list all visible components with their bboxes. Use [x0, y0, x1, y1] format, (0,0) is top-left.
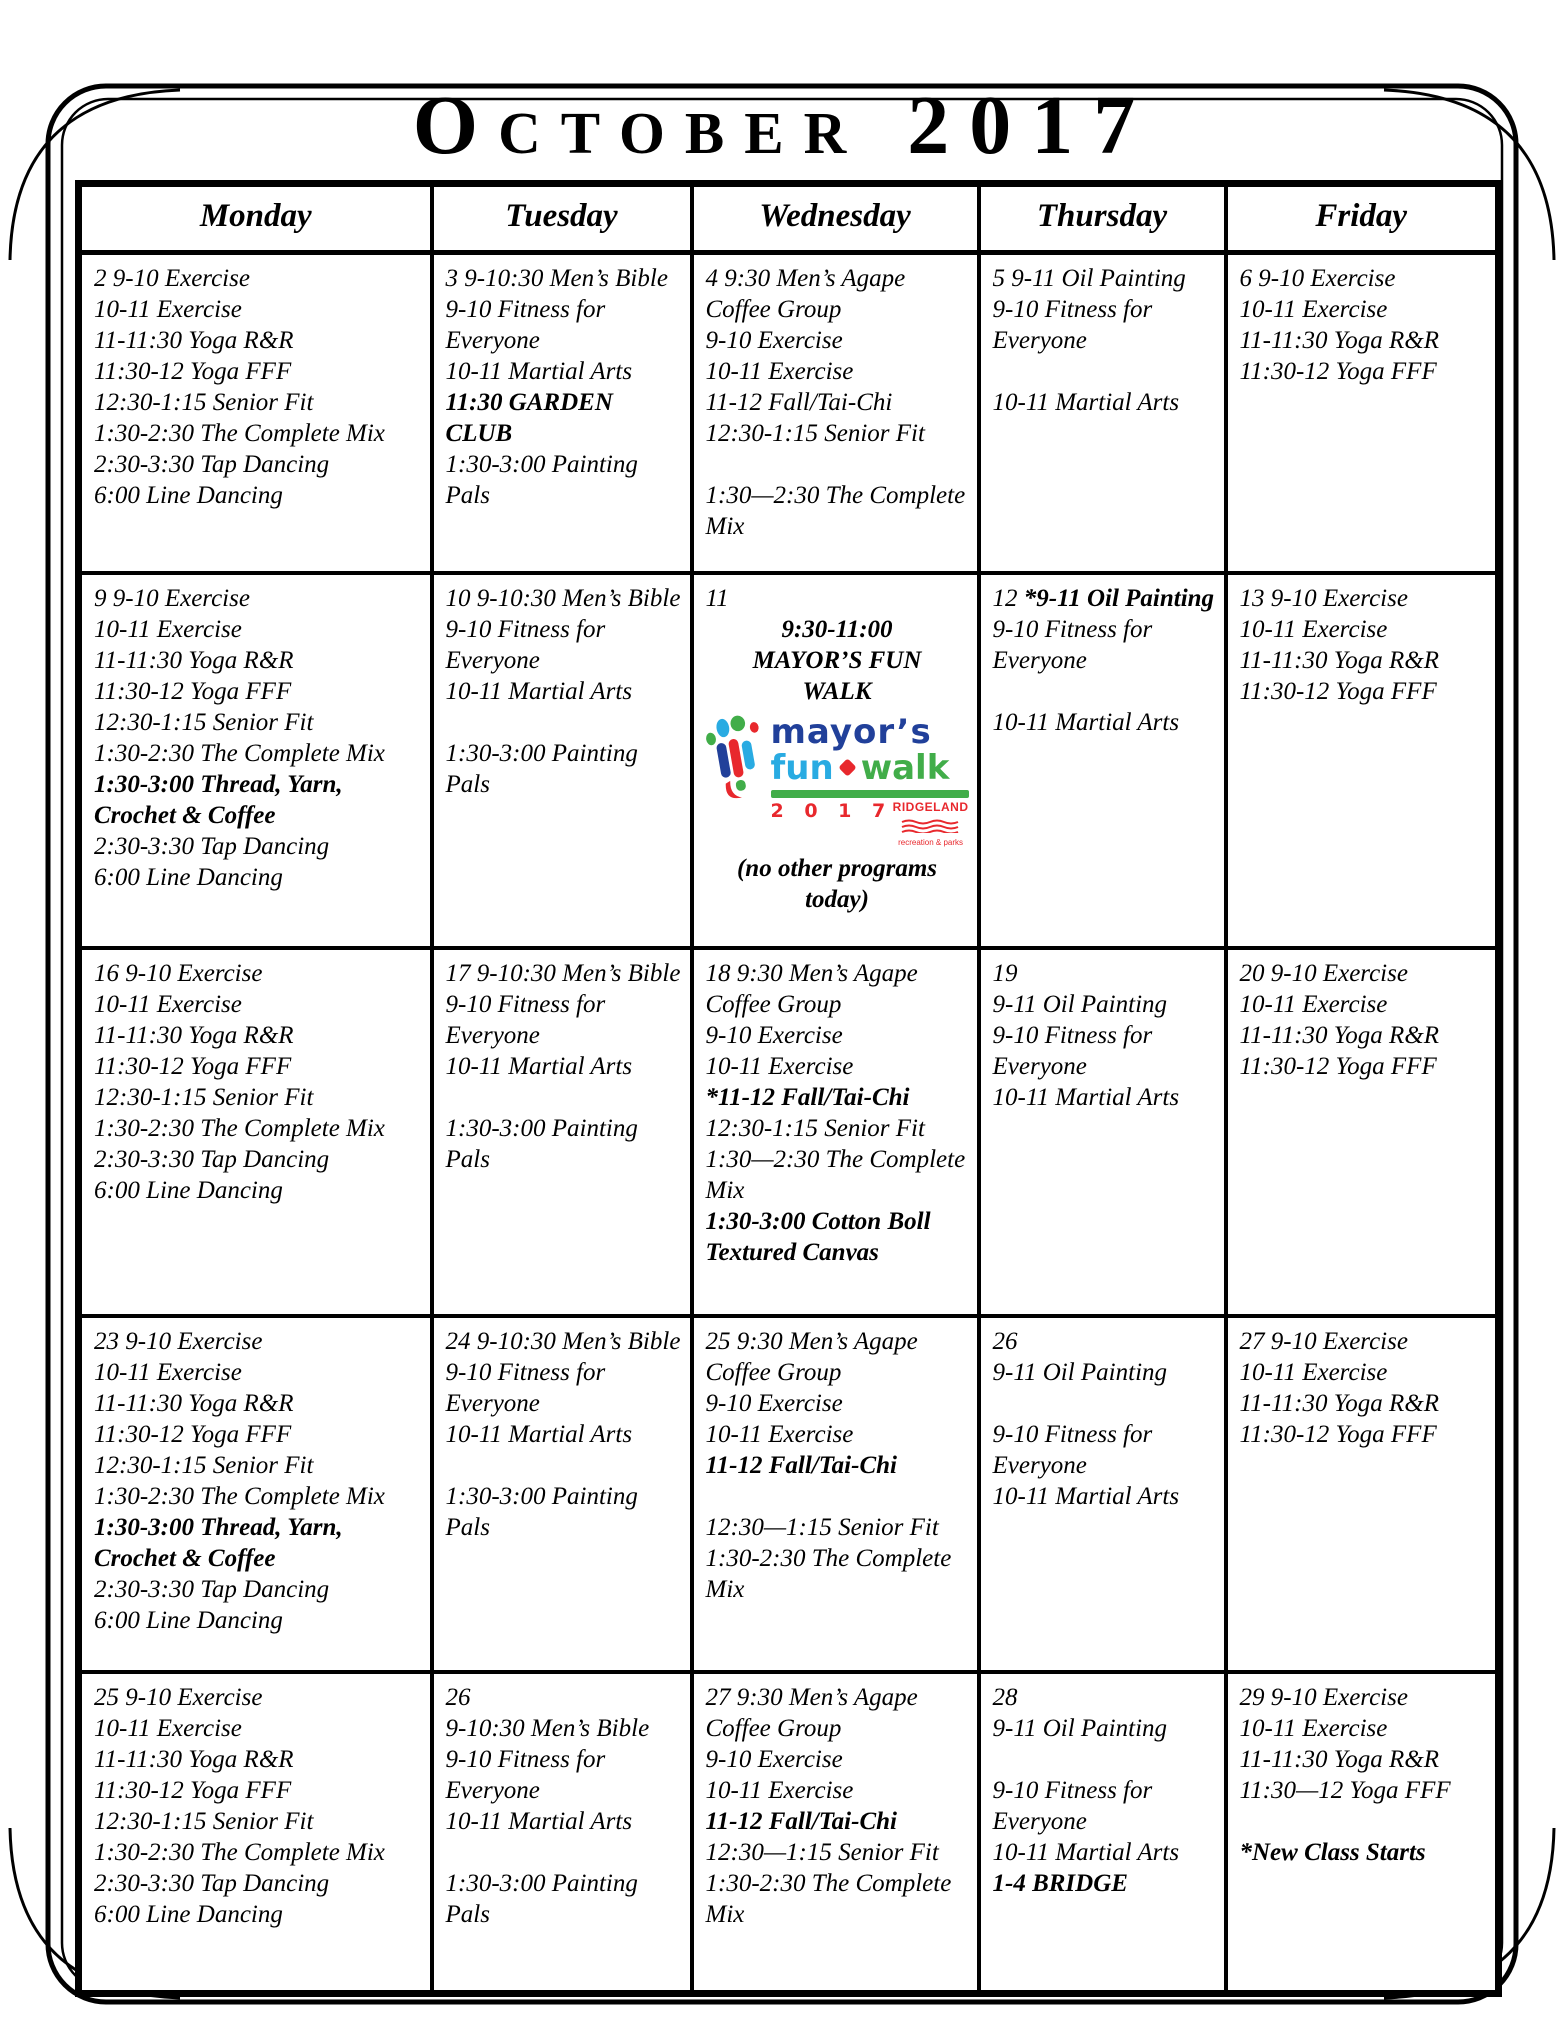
event-line: 1-4 BRIDGE [992, 1869, 1128, 1897]
event-line: 9 9-10 Exercise [94, 584, 250, 612]
day-cell-week4-thursday [979, 1316, 1226, 1672]
blank-line [446, 1837, 682, 1868]
event-line: 11-11:30 Yoga R&R [94, 327, 294, 354]
calendar-body [79, 253, 1499, 1994]
day-cell-week2-friday [1226, 573, 1499, 948]
event-line: 24 9-10:30 Men’s Bible [445, 1327, 681, 1355]
event-line: 12:30—1:15 Senior Fit [705, 1513, 939, 1541]
event-line: 11-11:30 Yoga R&R [94, 646, 294, 674]
event-line: 10-11 Exercise [94, 615, 242, 643]
event-line: 10-11 Exercise [94, 1358, 242, 1386]
day-cell-week4-tuesday [432, 1316, 692, 1672]
weekday-header-tuesday: Tuesday [432, 184, 692, 253]
event-line: 25 9:30 Men’s Agape Coffee Group [705, 1327, 918, 1386]
event-line [993, 583, 1216, 614]
day-cell-week2-thursday [979, 573, 1226, 948]
event-line: 12:30-1:15 Senior Fit [94, 1083, 314, 1111]
event-line: 1:30-2:30 The Complete Mix [94, 739, 385, 767]
logo-year-text: 2 0 1 7 [770, 799, 893, 822]
event-line: 9-10 Fitness for Everyone [992, 296, 1153, 354]
event-line: 10-11 Exercise [705, 358, 854, 385]
event-line: 9-10 Fitness for Everyone [992, 1776, 1153, 1835]
event-line: 16 9-10 Exercise [94, 959, 263, 987]
event-line: 10-11 Martial Arts [445, 1052, 633, 1080]
event-line: 10-11 Martial Arts [445, 677, 633, 705]
event-line: 13 9-10 Exercise [1239, 584, 1408, 612]
event-line: 2:30-3:30 Tap Dancing [94, 1145, 330, 1173]
event-line: 27 9-10 Exercise [1239, 1327, 1408, 1355]
day-cell-week2-monday [79, 573, 432, 948]
event-line: 9-11 Oil Painting [992, 1358, 1168, 1386]
event-line: 1:30-2:30 The Complete Mix [705, 1869, 952, 1928]
week-row-5 [79, 1672, 1499, 1994]
event-line: 23 9-10 Exercise [94, 1327, 263, 1355]
event-line: 11:30-12 Yoga FFF [94, 1052, 292, 1080]
day-cell-week3-monday [79, 948, 432, 1316]
event-line: 11-11:30 Yoga R&R [94, 1021, 294, 1049]
event-line: 9-11 Oil Painting [992, 1714, 1168, 1742]
event-line: 10-11 Martial Arts [445, 358, 633, 385]
page-title: October 2017 [412, 79, 1156, 172]
event-line: 10-11 Exercise [94, 990, 242, 1018]
mayors-fun-walk-logo [706, 711, 969, 847]
event-line: WALK [802, 677, 872, 705]
event-line: 9-10 Fitness for Everyone [992, 1420, 1153, 1479]
blank-line [1240, 1806, 1488, 1837]
event-line: 10-11 Exercise [1239, 296, 1388, 323]
event-line [94, 1481, 422, 1574]
event-line: 10-11 Martial Arts [445, 1807, 633, 1835]
event-line: 11-11:30 Yoga R&R [1239, 327, 1440, 354]
event-line: 20 9-10 Exercise [1239, 959, 1408, 987]
event-line: 12:30-1:15 Senior Fit [94, 1807, 314, 1835]
event-line: 11:30-12 Yoga FFF [1239, 677, 1437, 705]
event-line: 26 [992, 1327, 1018, 1355]
event-line: 9-10 Exercise [705, 1745, 843, 1773]
day-cell-week5-thursday [979, 1672, 1226, 1994]
event-line: 1:30-3:00 Painting Pals [445, 739, 638, 798]
event-line: 2:30-3:30 Tap Dancing [94, 832, 330, 860]
event-line: 10-11 Exercise [1239, 990, 1388, 1018]
event-line: 2:30-3:30 Tap Dancing [94, 1575, 330, 1603]
event-line: 17 9-10:30 Men’s Bible [445, 959, 681, 987]
logo-fun-text: fun [770, 747, 834, 788]
event-line: 10-11 Exercise [705, 1052, 854, 1080]
weekday-header-thursday: Thursday [979, 184, 1226, 253]
week-row-1 [79, 253, 1499, 573]
event-line: 9-10 Fitness for Everyone [445, 990, 606, 1049]
event-line: 6:00 Line Dancing [94, 1900, 283, 1928]
week-row-4 [79, 1316, 1499, 1672]
event-line: 26 [445, 1683, 471, 1711]
event-line: 11:30 GARDEN CLUB [445, 389, 613, 447]
day-cell-week1-thursday [979, 253, 1226, 573]
event-line: 2:30-3:30 Tap Dancing [94, 451, 330, 478]
ridgeland-logo [893, 801, 969, 847]
blank-line [446, 1082, 682, 1113]
event-line: 11-12 Fall/Tai-Chi [705, 389, 893, 416]
no-programs-note: (no other programs today) [736, 854, 938, 913]
event-line: 11:30-12 Yoga FFF [94, 1776, 292, 1804]
event-line: 11:30-12 Yoga FFF [94, 358, 292, 385]
blank-line [446, 707, 682, 738]
blank-line [993, 1388, 1216, 1419]
event-line: 11:30-12 Yoga FFF [94, 1420, 292, 1448]
event-line: 10-11 Martial Arts [445, 1420, 633, 1448]
event-line: 1:30—2:30 The Complete Mix [705, 482, 966, 540]
calendar-table [75, 180, 1502, 1997]
event-line: 1:30-3:00 Cotton Boll Textured Canvas [705, 1207, 931, 1266]
event-line: *New Class Starts [1239, 1838, 1426, 1866]
event-line: 11-11:30 Yoga R&R [1239, 1389, 1440, 1417]
day-cell-week1-friday [1226, 253, 1499, 573]
event-line: 11:30—12 Yoga FFF [1239, 1776, 1451, 1804]
event-line: 1:30-2:30 The Complete Mix [94, 1838, 385, 1866]
blank-line [993, 1744, 1216, 1775]
event-line: 9-10:30 Men’s Bible [445, 1714, 650, 1742]
blank-line [706, 449, 969, 480]
blank-line [706, 1481, 969, 1512]
event-line: 11-11:30 Yoga R&R [1239, 646, 1440, 674]
event-line: 6:00 Line Dancing [94, 863, 283, 891]
event-line: 11-11:30 Yoga R&R [1239, 1021, 1440, 1049]
week-row-2 [79, 573, 1499, 948]
event-line: 11-11:30 Yoga R&R [94, 1745, 294, 1773]
waves-icon [900, 819, 962, 833]
day-cell-week5-monday [79, 1672, 432, 1994]
event-line: 10-11 Exercise [1239, 1714, 1388, 1742]
event-line: *11-12 Fall/Tai-Chi [705, 1083, 910, 1111]
event-segment: 1:30-3:00 Thread, Yarn, Crochet & Coffee [94, 1513, 343, 1572]
event-line: 18 9:30 Men’s Agape Coffee Group [705, 959, 918, 1018]
day-cell-week3-friday [1226, 948, 1499, 1316]
event-line: 6:00 Line Dancing [94, 1176, 283, 1204]
event-line: 1:30-3:00 Painting Pals [445, 1869, 638, 1928]
event-line: 9-10 Fitness for Everyone [445, 615, 606, 674]
event-line: 10-11 Martial Arts [992, 1838, 1180, 1866]
event-line: 1:30-3:00 Painting Pals [445, 1482, 638, 1541]
event-line: 10-11 Exercise [94, 296, 242, 323]
day-cell-week5-tuesday [432, 1672, 692, 1994]
event-line: 12:30-1:15 Senior Fit [94, 1451, 314, 1479]
event-line: 10-11 Martial Arts [992, 389, 1180, 416]
day-cell-week1-monday [79, 253, 432, 573]
day-cell-week3-wednesday [692, 948, 979, 1316]
day-cell-week2-tuesday [432, 573, 692, 948]
event-line: 11-12 Fall/Tai-Chi [705, 1451, 897, 1479]
logo-underline-bar [771, 790, 969, 798]
event-line: 6:00 Line Dancing [94, 482, 283, 509]
event-line: 12:30-1:15 Senior Fit [705, 1114, 925, 1142]
footprint-icon [706, 715, 768, 801]
event-line: 10-11 Martial Arts [992, 708, 1180, 736]
event-line: 12:30-1:15 Senior Fit [94, 708, 314, 736]
event-segment: 12 [992, 584, 1024, 612]
day-cell-week4-friday [1226, 1316, 1499, 1672]
event-line: 9-10 Exercise [705, 327, 843, 354]
event-line: 9-10 Fitness for Everyone [992, 615, 1153, 674]
event-line: 9-10 Fitness for Everyone [445, 1745, 606, 1804]
event-line: 9:30-11:00 [781, 615, 893, 643]
event-line: 5 9-11 Oil Painting [992, 265, 1186, 292]
day-number: 11 [705, 584, 729, 612]
event-line: 11:30-12 Yoga FFF [1239, 1052, 1437, 1080]
event-line: 11:30-12 Yoga FFF [94, 677, 292, 705]
event-line: 1:30-2:30 The Complete Mix [705, 1544, 952, 1603]
event-line: 28 [992, 1683, 1018, 1711]
ridgeland-tagline: recreation & parks [898, 837, 964, 847]
logo-walk-text: walk [860, 747, 950, 788]
fun-walk-wordmark [770, 711, 969, 847]
blank-line [993, 676, 1216, 707]
event-line: 11-11:30 Yoga R&R [94, 1389, 294, 1417]
event-line: 29 9-10 Exercise [1239, 1683, 1408, 1711]
event-line: 1:30-3:00 Painting Pals [445, 451, 638, 509]
event-line: 25 9-10 Exercise [94, 1683, 263, 1711]
blank-line [446, 1450, 682, 1481]
weekday-header-monday: Monday [79, 184, 432, 253]
day-cell-week5-friday [1226, 1672, 1499, 1994]
day-cell-week4-wednesday [692, 1316, 979, 1672]
event-line: 10 9-10:30 Men’s Bible [445, 584, 681, 612]
weekday-header-friday: Friday [1226, 184, 1499, 253]
event-line: 10-11 Martial Arts [992, 1083, 1180, 1111]
diamond-icon [838, 758, 856, 776]
event-line: 9-11 Oil Painting [992, 990, 1168, 1018]
event-line: 6:00 Line Dancing [94, 1606, 283, 1634]
logo-mayors-text: mayor’s [770, 711, 932, 752]
event-line: 10-11 Exercise [94, 1714, 242, 1742]
event-line: 10-11 Exercise [705, 1776, 854, 1804]
day-cell-week1-wednesday [692, 253, 979, 573]
ridgeland-text: RIDGELAND [892, 799, 969, 814]
event-line: 10-11 Martial Arts [992, 1482, 1180, 1510]
day-cell-week3-thursday [979, 948, 1226, 1316]
event-line: 1:30-2:30 The Complete Mix [94, 1114, 385, 1142]
event-line: 11-11:30 Yoga R&R [1239, 1745, 1440, 1773]
event-line: 10-11 Exercise [705, 1420, 854, 1448]
day-cell-week5-wednesday [692, 1672, 979, 1994]
event-line: 1:30—2:30 The Complete Mix [705, 1145, 966, 1204]
event-line: 10-11 Exercise [1239, 615, 1388, 643]
day-cell-week1-tuesday [432, 253, 692, 573]
event-line: 9-10 Fitness for Everyone [445, 296, 606, 354]
event-line: 1:30-3:00 Thread, Yarn, Crochet & Coffee [94, 770, 343, 829]
event-line: 27 9:30 Men’s Agape Coffee Group [705, 1683, 918, 1742]
event-line: 11:30-12 Yoga FFF [1239, 358, 1437, 385]
day-cell-week4-monday [79, 1316, 432, 1672]
day-cell-week2-wednesday [692, 573, 979, 948]
event-line: 10-11 Exercise [1239, 1358, 1388, 1386]
event-line: 12:30—1:15 Senior Fit [705, 1838, 939, 1866]
event-line: 9-10 Exercise [705, 1389, 843, 1417]
blank-line [993, 356, 1216, 387]
event-line: 1:30-2:30 The Complete Mix [94, 420, 385, 447]
weekday-header-wednesday: Wednesday [692, 184, 979, 253]
event-line: 9-10 Exercise [705, 1021, 843, 1049]
event-line: 6 9-10 Exercise [1239, 265, 1396, 292]
event-line: MAYOR’S FUN [752, 646, 922, 674]
event-line: 2 9-10 Exercise [94, 265, 250, 292]
event-line: 2:30-3:30 Tap Dancing [94, 1869, 330, 1897]
event-line: 11-12 Fall/Tai-Chi [705, 1807, 897, 1835]
week-row-3 [79, 948, 1499, 1316]
event-line: 11:30-12 Yoga FFF [1239, 1420, 1437, 1448]
event-line: 4 9:30 Men’s Agape Coffee Group [705, 265, 906, 323]
weekday-header-row [79, 184, 1499, 253]
event-segment: *9-11 Oil Painting [1023, 584, 1215, 612]
day-cell-week3-tuesday [432, 948, 692, 1316]
event-line: 12:30-1:15 Senior Fit [705, 420, 925, 447]
event-line: 12:30-1:15 Senior Fit [94, 389, 314, 416]
event-line: 19 [992, 959, 1018, 987]
event-line: 3 9-10:30 Men’s Bible [445, 265, 668, 292]
event-line: 9-10 Fitness for Everyone [992, 1021, 1153, 1080]
event-line: 1:30-3:00 Painting Pals [445, 1114, 638, 1173]
event-segment: 1:30-2:30 The Complete Mix [94, 1482, 385, 1510]
event-line: 9-10 Fitness for Everyone [445, 1358, 606, 1417]
